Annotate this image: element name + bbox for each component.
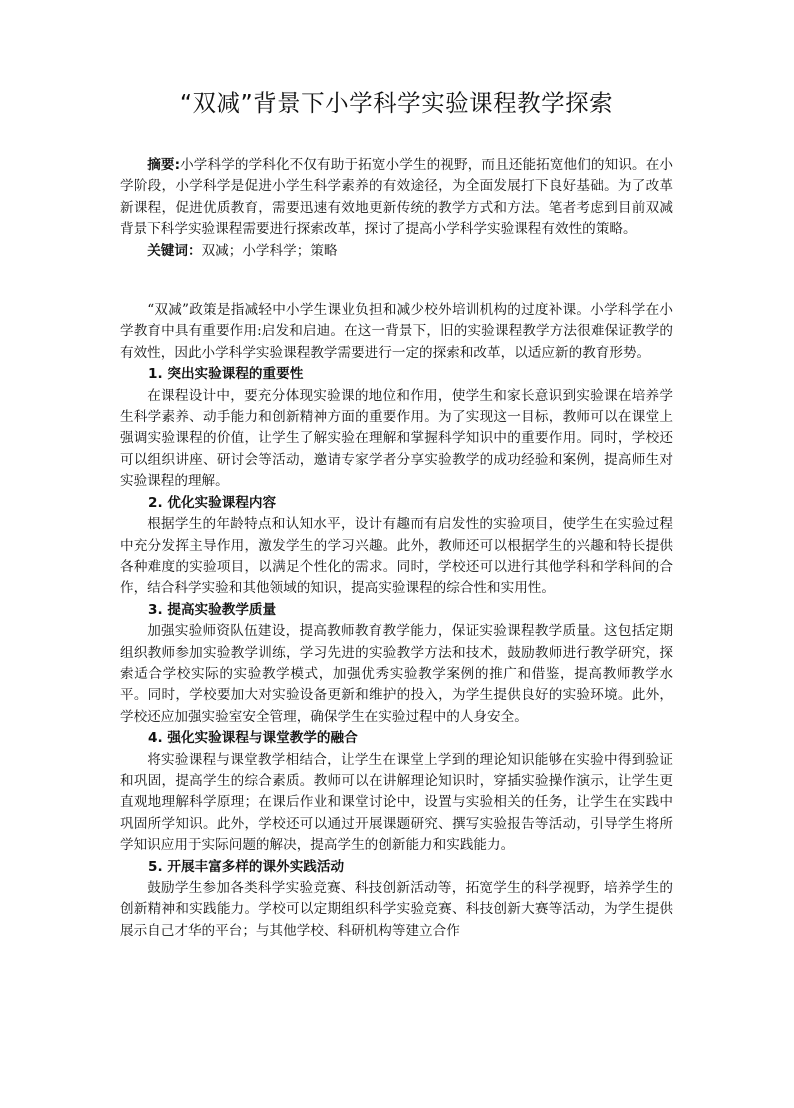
section-1 [120, 364, 673, 492]
section-4 [120, 728, 673, 856]
section-3 [120, 600, 673, 728]
section-body: 将实验课程与课堂教学相结合，让学生在课堂上学到的理论知识能够在实验中得到验证和巩固，提高学生的综合素质。教师可以在讲解理论知识时，穿插实验操作演示，让学生更直观地理解科学原理；在课后作业和课堂讨论中，设置与实验相关的任务，让学生在实践中巩固所学知识。此外，学校还可以通过开展课题研究、撰写实验报告等活动，引导学生将所学知识应用于实际问题的解决，提高学生的创新能力和实践能力。 [120, 751, 673, 854]
section-body: 在课程设计中，要充分体现实验课的地位和作用，使学生和家长意识到实验课在培养学生科学素养、动手能力和创新精神方面的重要作用。为了实现这一目标，教师可以在课堂上强调实验课程的价值，让学生了解实验在理解和掌握科学知识中的重要作用。同时，学校还可以组织讲座、研讨会等活动，邀请专家学者分享实验教学的成功经验和案例，提高师生对实验课程的理解。 [120, 387, 673, 490]
section-heading: 2. 优化实验课程内容 [148, 494, 277, 511]
intro-paragraph: “双减”政策是指减轻中小学生课业负担和减少校外培训机构的过度补课。小学科学在小学教育中具有重要作用:启发和启迪。在这一背景下，旧的实验课程教学方法很难保证教学的有效性，因此小学科学实验课程教学需要进行一定的探索和改革，以适应新的教育形势。 [120, 302, 673, 361]
keywords-text: 双减；小学科学；策略 [201, 242, 338, 259]
keywords-label: 关键词： [147, 242, 202, 259]
paper-title: “双减”背景下小学科学实验课程教学探索 [179, 89, 614, 117]
section-heading: 5. 开展丰富多样的课外实践活动 [148, 858, 345, 875]
keywords [120, 241, 673, 262]
abstract-text: 小学科学的学科化不仅有助于拓宽小学生的视野，而且还能拓宽他们的知识。在小学阶段，小学科学是促进小学生科学素养的有效途径，为全面发展打下良好基础。为了改革新课程，促进优质教育，需要迅速有效地更新传统的教学方式和方法。笔者考虑到目前双减背景下科学实验课程需要进行探索改革，探讨了提高小学科学实验课程有效性的策略。 [120, 157, 673, 238]
section-2 [120, 493, 673, 600]
section-body: 根据学生的年龄特点和认知水平，设计有趣而有启发性的实验项目，使学生在实验过程中充分发挥主导作用，激发学生的学习兴趣。此外，教师还可以根据学生的兴趣和特长提供各种难度的实验项目，以满足个性化的需求。同时，学校还可以进行其他学科和学科间的合作，结合科学实验和其他领域的知识，提高实验课程的综合性和实用性。 [120, 516, 673, 597]
document-page [120, 84, 673, 942]
section-body: 加强实验师资队伍建设，提高教师教育教学能力，保证实验课程教学质量。这包括定期组织教师参加实验教学训练，学习先进的实验教学方法和技术，鼓励教师进行教学研究，探索适合学校实际的实验教学模式，加强优秀实验教学案例的推广和借鉴，提高教师教学水平。同时，学校要加大对实验设备更新和维护的投入，为学生提供良好的实验环境。此外，学校还应加强实验室安全管理，确保学生在实验过程中的人身安全。 [120, 623, 673, 725]
abstract [120, 155, 673, 241]
section-body: 鼓励学生参加各类科学实验竞赛、科技创新活动等，拓宽学生的科学视野，培养学生的创新精神和实践能力。学校可以定期组织科学实验竞赛、科技创新大赛等活动，为学生提供展示自己才华的平台；与其他学校、科研机构等建立合作 [120, 880, 673, 939]
section-5 [120, 857, 673, 943]
section-heading: 3. 提高实验教学质量 [148, 601, 277, 618]
section-heading: 1. 突出实验课程的重要性 [148, 366, 304, 383]
abstract-label: 摘要: [147, 157, 181, 173]
section-heading: 4. 强化实验课程与课堂教学的融合 [148, 730, 358, 747]
